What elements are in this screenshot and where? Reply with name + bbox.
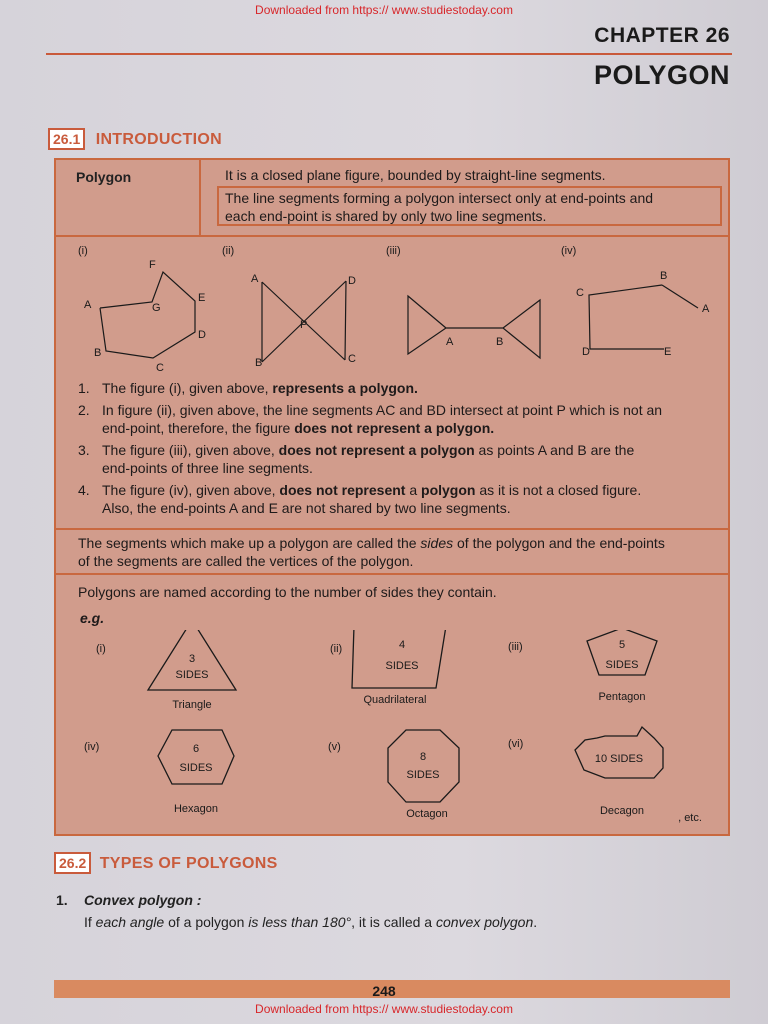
quad-num: 4 bbox=[398, 639, 406, 651]
section-heading-26-1 bbox=[48, 131, 222, 149]
divider bbox=[56, 235, 728, 237]
page-title: POLYGON bbox=[593, 60, 730, 90]
term-divider bbox=[199, 160, 201, 235]
triangle-sides: SIDES bbox=[175, 669, 209, 681]
convex-definition: If each angle of a polygon is less than 180°, it is called a convex polygon. bbox=[84, 914, 538, 930]
point-3: 3. The figure (iii), given above, does not represent a polygon as points A and B are the end-points of three line segments. bbox=[78, 442, 635, 476]
naming-text: Polygons are named according to the number of sides they contain. bbox=[78, 584, 497, 600]
pt-E: E bbox=[198, 292, 206, 304]
point-2: 2. In figure (ii), given above, the line segments AC and BD intersect at point P which is not an end-point, therefore, the figure does not represent a polygon. bbox=[78, 402, 663, 436]
triangle-num: 3 bbox=[188, 653, 196, 665]
polygon-definition: It is a closed plane figure, bounded by straight-line segments. bbox=[225, 167, 606, 183]
hexagon-num: 6 bbox=[192, 743, 200, 755]
pt-A4: A bbox=[702, 303, 710, 315]
pt-F: F bbox=[149, 259, 156, 271]
section-title: INTRODUCTION bbox=[95, 131, 222, 148]
quad-sides: SIDES bbox=[385, 660, 419, 672]
decagon-name: Decagon bbox=[599, 805, 645, 817]
shape-label-1: (i) bbox=[96, 643, 106, 655]
pentagon-name: Pentagon bbox=[598, 691, 646, 703]
page-number: 248 bbox=[372, 983, 396, 999]
note-line-2: each end-point is shared by only two line segments. bbox=[225, 208, 547, 224]
pt-B2: B bbox=[255, 357, 263, 369]
pt-C2: C bbox=[348, 353, 356, 365]
pt-A3: A bbox=[446, 336, 454, 348]
hexagon-sides: SIDES bbox=[179, 762, 213, 774]
divider bbox=[56, 528, 728, 530]
shape-label-5: (v) bbox=[328, 741, 341, 753]
section-number: 26.1 bbox=[48, 128, 85, 150]
pt-G: G bbox=[152, 302, 161, 314]
decagon-sides: 10 SIDES bbox=[594, 753, 644, 765]
point-1: 1. The figure (i), given above, represents a polygon. bbox=[78, 380, 418, 396]
download-notice-top[interactable]: Downloaded from https:// www.studiestoday.com bbox=[255, 3, 513, 17]
note-line-1: The line segments forming a polygon intersect only at end-points and bbox=[225, 190, 654, 206]
fig-label-1: (i) bbox=[78, 245, 88, 257]
item-title: Convex polygon : bbox=[84, 892, 202, 908]
point-4: 4. The figure (iv), given above, does not represent a polygon as it is not a closed figure. Also, the end-points A and E are not shared by two line segments. bbox=[78, 482, 642, 516]
divider bbox=[56, 573, 728, 575]
pt-D4: D bbox=[582, 346, 590, 358]
pt-B: B bbox=[94, 347, 102, 359]
sides-definition: The segments which make up a polygon are called the sides of the polygon and the end-points of the segments are called the vertices of the polygon. bbox=[78, 535, 665, 569]
figure-3-shape bbox=[408, 296, 540, 358]
points-list bbox=[78, 379, 728, 517]
chapter-label: CHAPTER 26 bbox=[594, 24, 730, 47]
download-notice-bottom[interactable]: Downloaded from https:// www.studiestoday.com bbox=[255, 1002, 513, 1016]
figure-4-shape bbox=[589, 285, 664, 349]
pentagon-num: 5 bbox=[618, 639, 626, 651]
fig-label-2: (ii) bbox=[222, 245, 235, 257]
introduction-box bbox=[54, 158, 730, 836]
pt-A2: A bbox=[251, 273, 259, 285]
pt-B4: B bbox=[660, 270, 668, 282]
octagon-sides: SIDES bbox=[406, 769, 440, 781]
eg-label: e.g. bbox=[80, 610, 105, 626]
polygon-shapes bbox=[56, 630, 728, 830]
item-number: 1. bbox=[56, 892, 68, 908]
fig-label-4: (iv) bbox=[561, 245, 577, 257]
pt-P: P bbox=[300, 319, 308, 331]
section-title: TYPES OF POLYGONS bbox=[99, 855, 278, 872]
pt-A: A bbox=[84, 299, 92, 311]
polygon-term: Polygon bbox=[76, 169, 132, 185]
pentagon-sides: SIDES bbox=[605, 659, 639, 671]
section-heading-26-2 bbox=[54, 855, 278, 873]
quad-name: Quadrilateral bbox=[363, 694, 427, 706]
pt-B3: B bbox=[496, 336, 504, 348]
polygon-figures bbox=[56, 238, 728, 378]
octagon-shape bbox=[388, 730, 459, 802]
hexagon-shape bbox=[158, 730, 234, 784]
section-number: 26.2 bbox=[54, 852, 91, 874]
triangle-name: Triangle bbox=[172, 699, 212, 711]
pt-D: D bbox=[198, 329, 206, 341]
pt-C: C bbox=[156, 362, 164, 374]
shape-label-6: (vi) bbox=[508, 738, 524, 750]
figure-1-shape bbox=[100, 272, 195, 358]
shape-label-4: (iv) bbox=[84, 741, 100, 753]
shape-label-3: (iii) bbox=[508, 641, 523, 653]
pt-D2: D bbox=[348, 275, 356, 287]
etc-text: , etc. bbox=[678, 812, 702, 824]
fig-label-3: (iii) bbox=[386, 245, 401, 257]
hexagon-name: Hexagon bbox=[173, 803, 219, 815]
octagon-num: 8 bbox=[419, 751, 427, 763]
header-rule bbox=[46, 53, 732, 55]
pt-E4: E bbox=[664, 346, 672, 358]
octagon-name: Octagon bbox=[406, 808, 448, 820]
pt-C4: C bbox=[576, 287, 584, 299]
figure-4-tail bbox=[662, 285, 698, 308]
shape-label-2: (ii) bbox=[330, 643, 343, 655]
